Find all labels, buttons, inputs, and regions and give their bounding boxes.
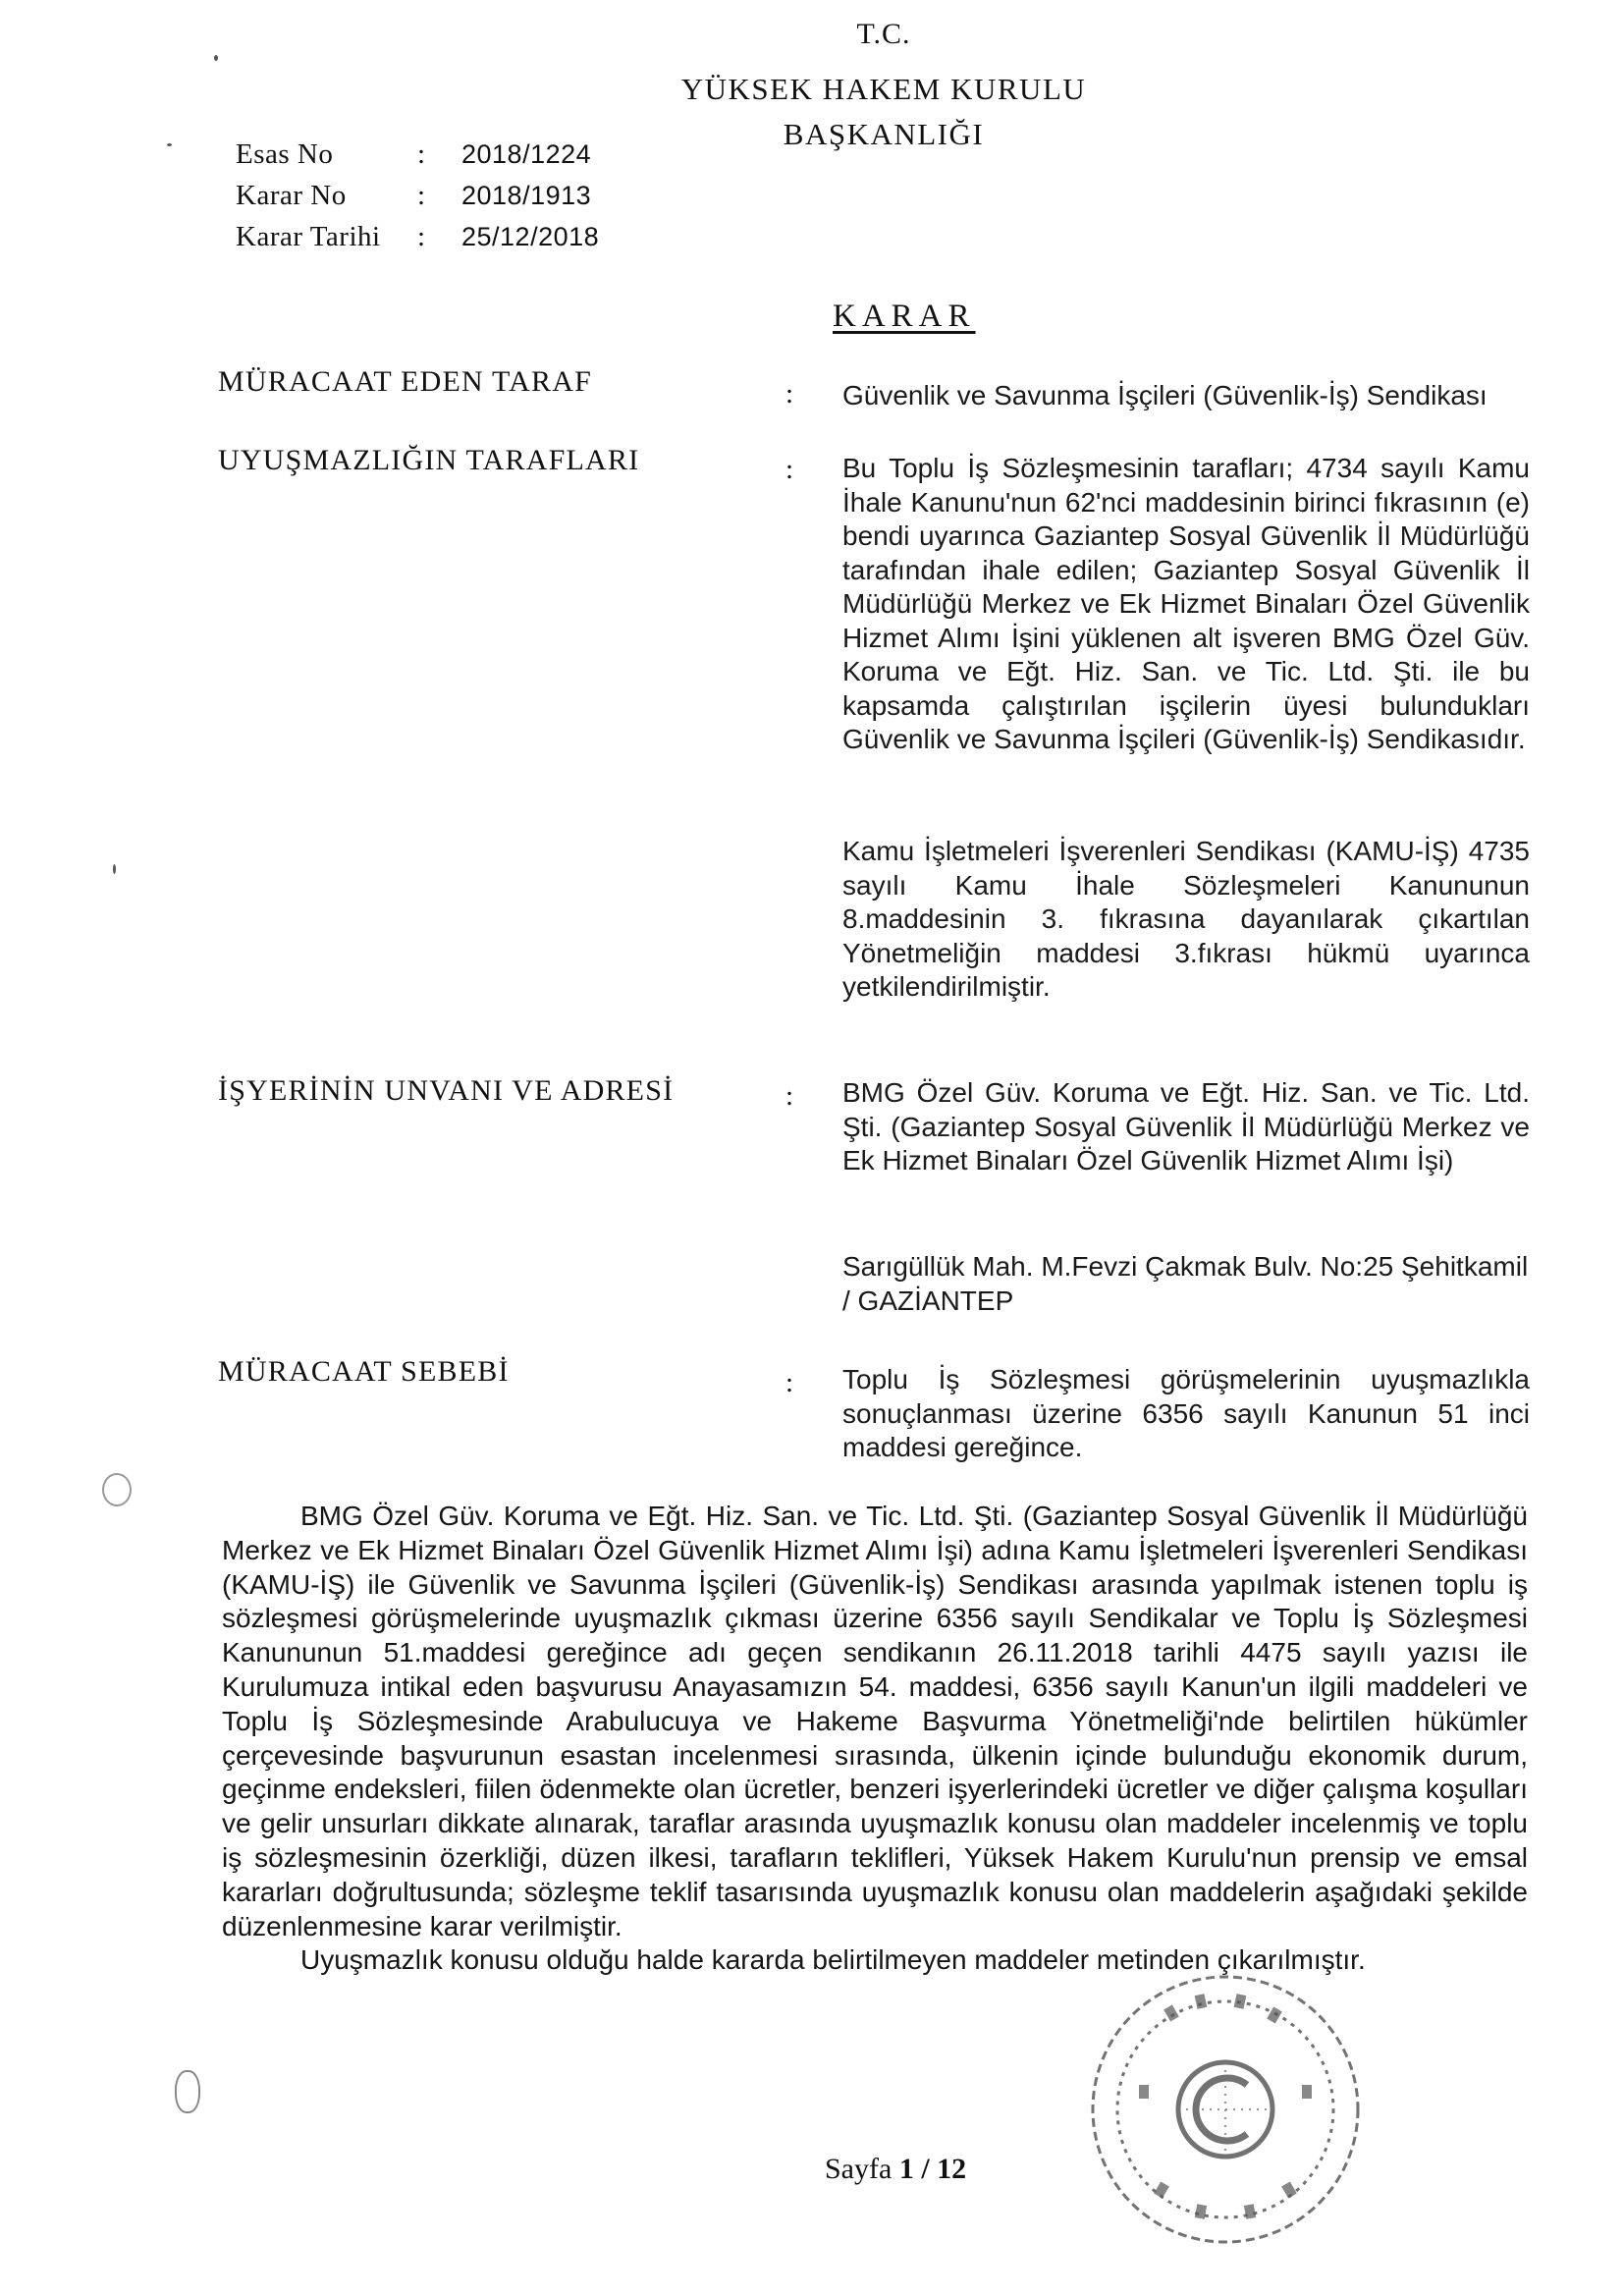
- scan-mark: [175, 2070, 200, 2113]
- karar-value: 2018/1913: [461, 181, 592, 210]
- colon: :: [785, 454, 794, 485]
- institution-name: [569, 67, 1198, 157]
- colon: :: [785, 1367, 794, 1398]
- scan-speck: [113, 864, 116, 874]
- page-label: Sayfa: [825, 2153, 893, 2185]
- decision-body: [222, 1500, 1528, 1978]
- taraflar-label: UYUŞMAZLIĞIN TARAFLARI: [218, 444, 640, 476]
- document-title: KARAR: [833, 299, 976, 334]
- sebep-value: Toplu İş Sözleşmesi görüşmelerinin uyuşmazlıkla sonuçlanması üzerine 6356 sayılı Kanunun 51 inci maddesi gereğince.: [842, 1364, 1530, 1462]
- esas-row: [236, 134, 599, 175]
- taraflar-value-1: Bu Toplu İş Sözleşmesinin tarafları; 4734 sayılı Kamu İhale Kanunu'nun 62'nci maddesinin birinci fıkrasının (e) bendi uyarınca Gaziantep Sosyal Güvenlik İl Müdürlüğü tarafından ihale edilen; Gaziantep Sosyal Güvenlik İl Müdürlüğü Merkez ve Ek Hizmet Binaları Özel Güvenlik Hizmet Alımı İşini yüklenen alt işveren BMG Özel Güv. Koruma ve Eğt. Hiz. San. ve Tic. Ltd. Şti. ile bu kapsamda çalıştırılan işçilerin üyesi bulundukları Güvenlik ve Savunma İşçileri (Güvenlik-İş) Sendikasıdır.: [842, 453, 1530, 754]
- muracaat-eden-label: MÜRACAAT EDEN TARAF: [218, 365, 592, 398]
- isyeri-label: İŞYERİNİN UNVANI VE ADRESİ: [218, 1074, 675, 1107]
- taraflar-value-2: Kamu İşletmeleri İşverenleri Sendikası (KAMU-İŞ) 4735 sayılı Kamu İhale Sözleşmeleri Kanununun 8.maddesinin 3. fıkrasına dayanılarak çıkartılan Yönetmeliğin maddesi 3.fıkrası hükmü uyarınca yetkilendirilmiştir.: [842, 836, 1530, 1002]
- isyeri-value-2: Sarıgüllük Mah. M.Fevzi Çakmak Bulv. No:25 Şehitkamil / GAZİANTEP: [842, 1251, 1529, 1316]
- tarih-value: 25/12/2018: [461, 222, 600, 251]
- colon: :: [417, 180, 426, 211]
- muracaat-eden-value: Güvenlik ve Savunma İşçileri (Güvenlik-İş) Sendikası: [842, 380, 1488, 410]
- esas-value: 2018/1224: [461, 139, 592, 169]
- scan-speck: [214, 55, 218, 61]
- page-number: [825, 2153, 966, 2186]
- institution-line-1: YÜKSEK HAKEM KURULU: [680, 72, 1087, 106]
- tarih-label: Karar Tarihi: [236, 221, 381, 252]
- page-current: 1: [898, 2153, 914, 2185]
- colon: :: [785, 1080, 794, 1112]
- colon: :: [785, 378, 794, 410]
- scan-mark: [102, 1473, 132, 1506]
- esas-label: Esas No: [236, 138, 334, 170]
- header-tc: T.C.: [856, 18, 911, 50]
- scan-speck: [167, 143, 172, 146]
- karar-label: Karar No: [236, 180, 347, 211]
- sebep-label: MÜRACAAT SEBEBİ: [218, 1355, 510, 1388]
- institution-line-2: BAŞKANLIĞI: [783, 117, 985, 151]
- body-paragraph-1: BMG Özel Güv. Koruma ve Eğt. Hiz. San. ve Tic. Ltd. Şti. (Gaziantep Sosyal Güvenlik İl Müdürlüğü Merkez ve Ek Hizmet Binaları Özel Güvenlik Hizmet Alımı İşi) adına Kamu İşletmeleri İşverenleri Sendikası (KAMU-İŞ) ile Güvenlik ve Savunma İşçileri (Güvenlik-İş) Sendikası arasında yapılmak istenen toplu iş sözleşmesi görüşmelerinde uyuşmazlık çıkması üzerine 6356 sayılı Sendikalar ve Toplu İş Sözleşmesi Kanununun 51.maddesi gereğince adı geçen sendikanın 26.11.2018 tarihli 4475 sayılı yazısı ile Kurulumuza intikal eden başvurusu Anayasamızın 54. maddesi, 6356 sayılı Kanun'un ilgili maddeleri ve Toplu İş Sözleşmesinde Arabulucuya ve Hakeme Başvurma Yönetmeliği'nde belirtilen hükümler çerçevesinde başvurunun esastan incelenmesi sırasında, ülkenin içinde bulunduğu ekonomik durum, geçinme endeksleri, fiilen ödenmekte olan ücretler, benzeri işyerlerindeki ücretler ve diğer çalışma koşulları ve gelir unsurları dikkate alınarak, taraflar arasında uyuşmazlık konusu olan maddeler incelenmiş ve toplu iş sözleşmesinin özerkliği, düzen ilkesi, tarafların teklifleri, Yüksek Hakem Kurulu'nun prensip ve emsal kararları doğrultusunda; sözleşme teklif tasarısında uyuşmazlık konusu olan maddelerin aşağıdaki şekilde düzenlenmesine karar verilmiştir.: [222, 1501, 1528, 1941]
- page-separator: /: [921, 2153, 930, 2185]
- karar-row: [236, 175, 599, 216]
- body-paragraph-2: Uyuşmazlık konusu olduğu halde kararda belirtilmeyen maddeler metinden çıkarılmıştır.: [300, 1944, 1366, 1976]
- decision-meta: [236, 134, 599, 257]
- tarih-row: [236, 216, 599, 257]
- official-seal-icon: [1078, 1947, 1373, 2271]
- page-total: 12: [937, 2153, 967, 2185]
- colon: :: [417, 138, 426, 170]
- isyeri-value-1: BMG Özel Güv. Koruma ve Eğt. Hiz. San. ve Tic. Ltd. Şti. (Gaziantep Sosyal Güvenlik İl Müdürlüğü Merkez ve Ek Hizmet Binaları Özel Güvenlik Hizmet Alımı İşi): [842, 1077, 1530, 1175]
- colon: :: [417, 221, 426, 252]
